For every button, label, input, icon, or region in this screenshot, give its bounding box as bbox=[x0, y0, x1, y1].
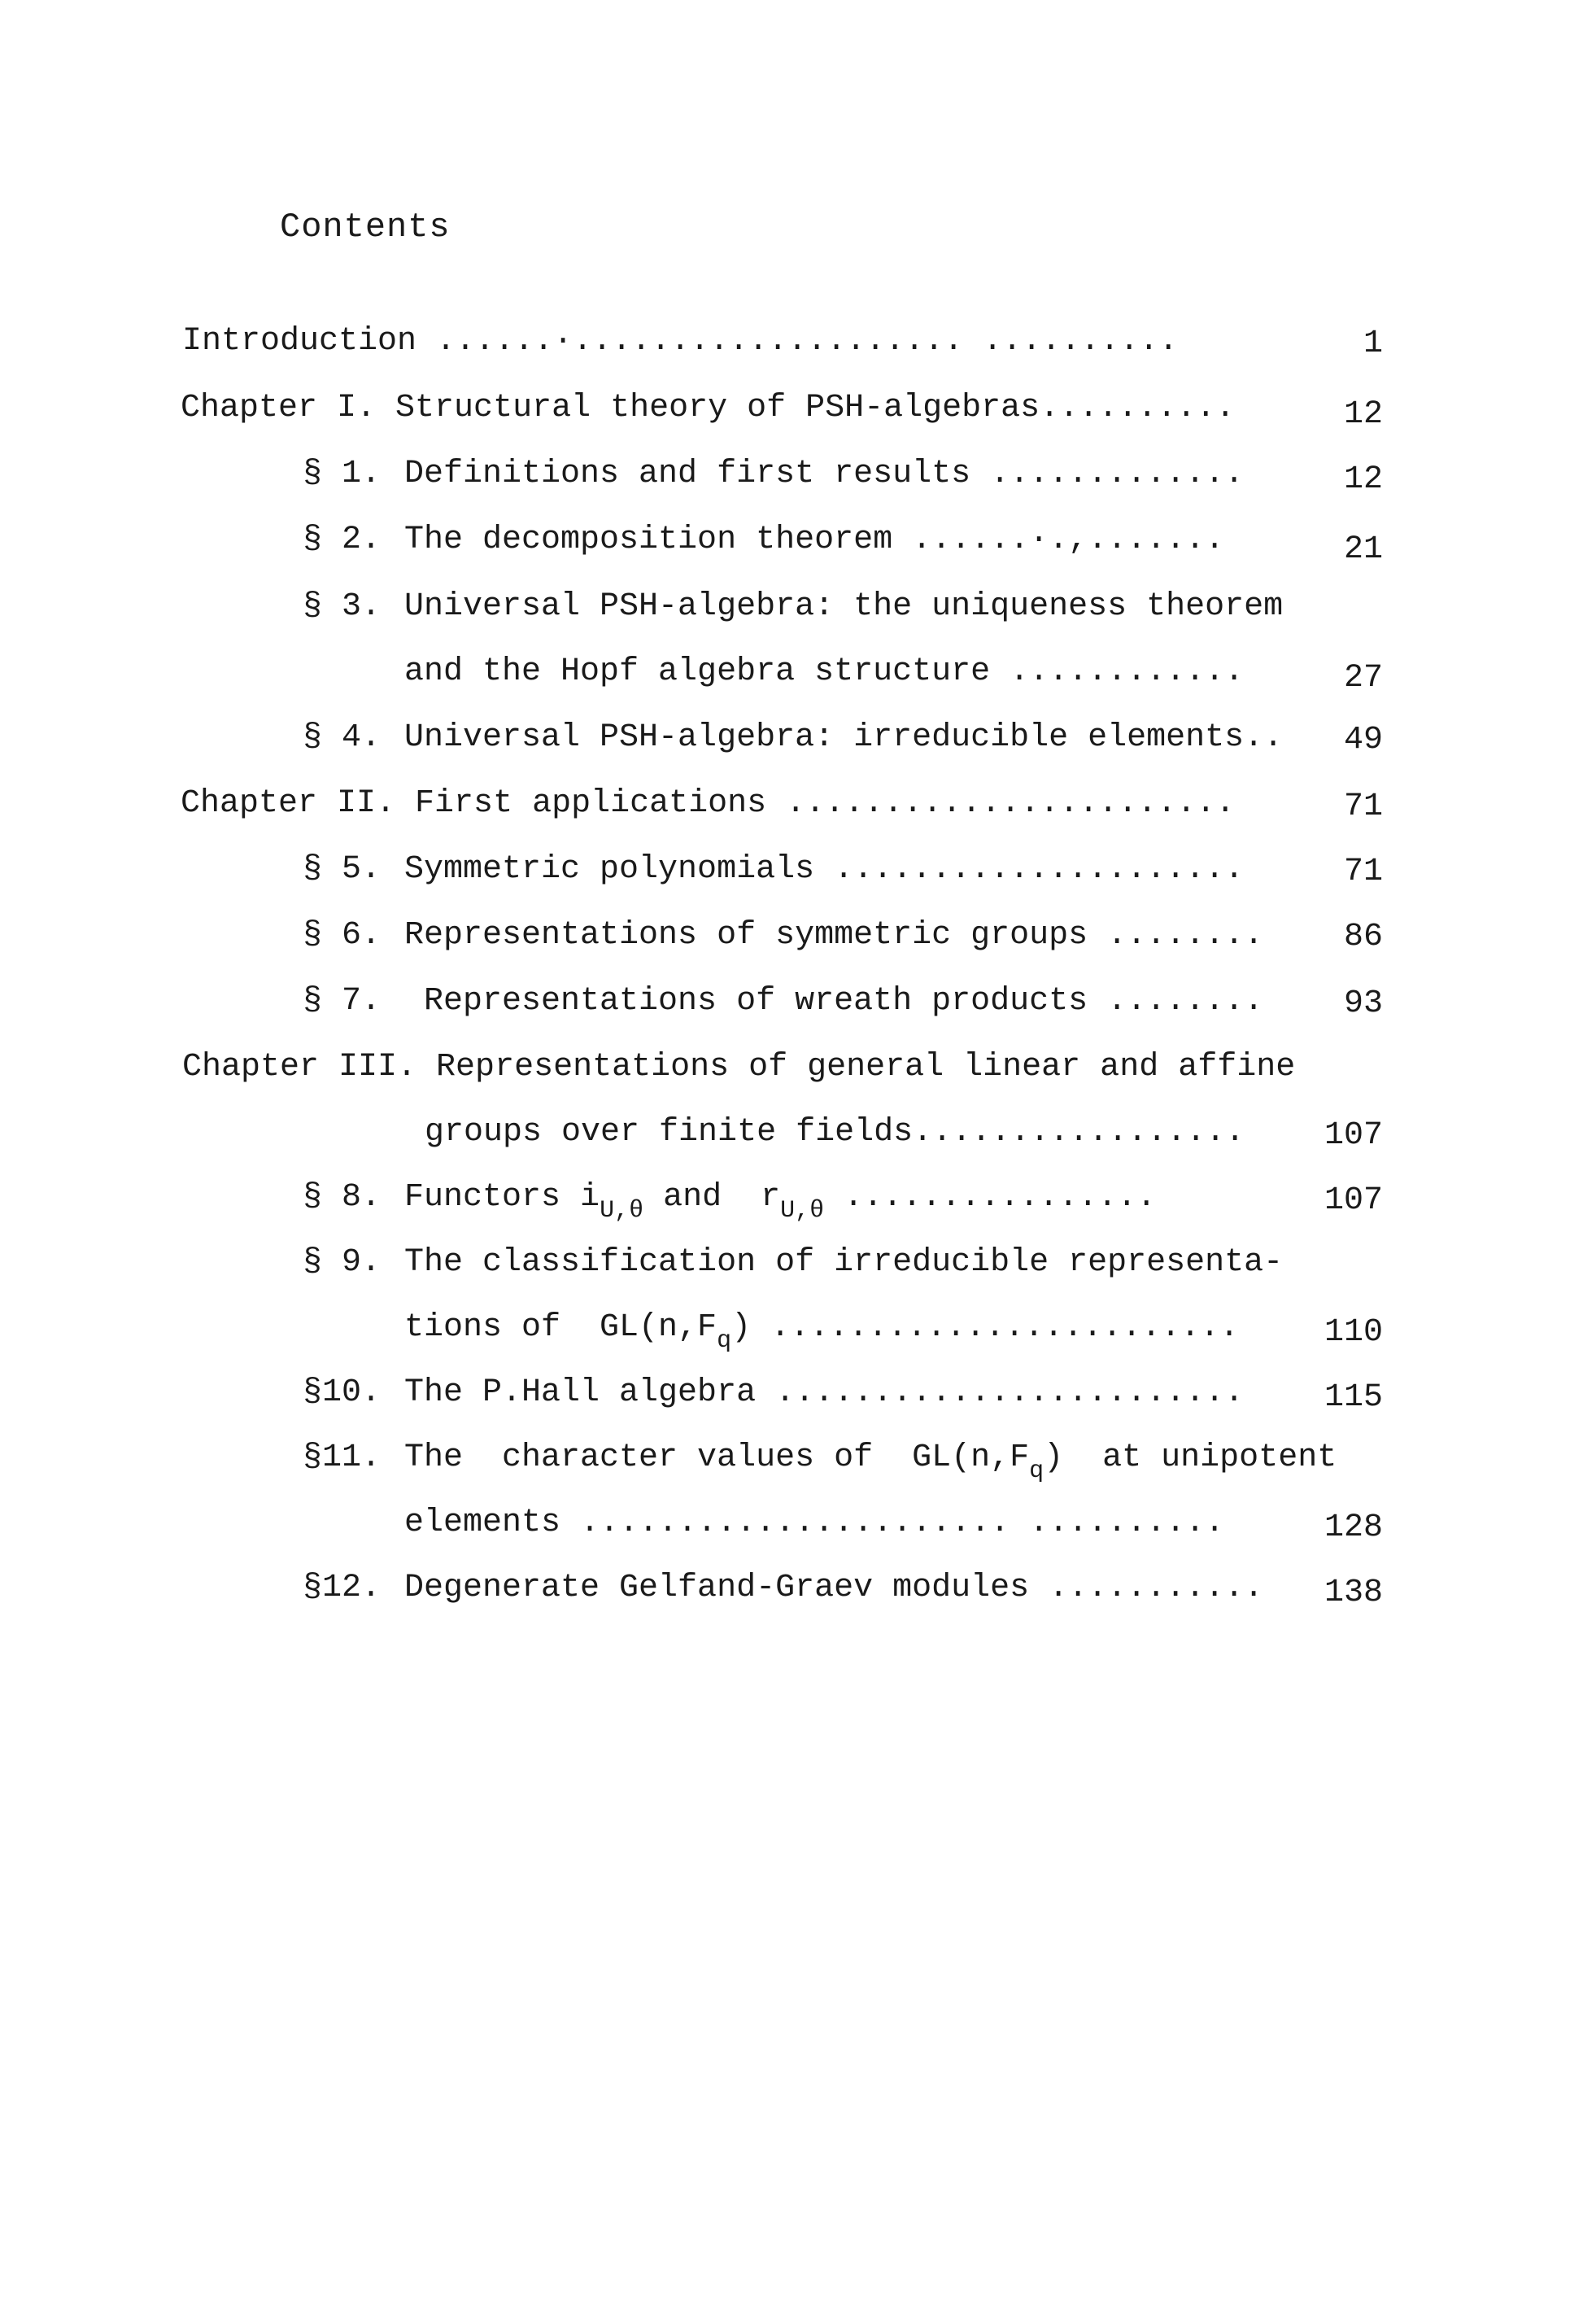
section-mark: § 4. bbox=[303, 719, 382, 756]
toc-section-3-continued: and the Hopf algebra structure ............ bbox=[404, 653, 1245, 690]
section-mark: § 6. bbox=[303, 917, 382, 954]
section-mark: § 2. bbox=[303, 522, 382, 558]
section-mark: § 9. bbox=[303, 1244, 382, 1281]
page-number: 110 bbox=[1324, 1314, 1383, 1351]
toc-section-11: The character values of $GL(n,F_q)$ at unipotent bbox=[404, 1439, 1337, 1485]
toc-section-11-continued: elements ...................... .......... bbox=[404, 1505, 1225, 1541]
toc-section-1: Definitions and first results ............. bbox=[404, 456, 1245, 492]
toc-chapter-1: Chapter I. Structural theory of PSH-algebras.......... bbox=[181, 390, 1236, 426]
page-number: 71 bbox=[1343, 854, 1383, 890]
section-mark: §11. bbox=[303, 1439, 382, 1476]
toc-section-10: The P.Hall algebra ........................ bbox=[404, 1374, 1245, 1411]
page-number: 128 bbox=[1324, 1509, 1383, 1546]
page-number: 86 bbox=[1343, 919, 1383, 955]
toc-introduction: Introduction ......·.................... .......... bbox=[182, 323, 1179, 360]
page-number: 138 bbox=[1324, 1575, 1383, 1611]
page-number: 21 bbox=[1343, 531, 1383, 568]
page-number: 115 bbox=[1324, 1379, 1383, 1416]
section-mark: § 3. bbox=[303, 588, 382, 625]
section-mark: § 5. bbox=[303, 851, 382, 888]
toc-section-12: Degenerate Gelfand-Graev modules ........... bbox=[404, 1570, 1264, 1606]
section-mark: §10. bbox=[303, 1374, 382, 1411]
page-number: 49 bbox=[1343, 722, 1383, 758]
page-number: 93 bbox=[1343, 985, 1383, 1022]
toc-section-2: The decomposition theorem ......·.,....... bbox=[404, 522, 1225, 558]
toc-section-3: Universal PSH-algebra: the uniqueness theorem bbox=[404, 588, 1284, 625]
toc-section-6: Representations of symmetric groups ........ bbox=[404, 917, 1264, 954]
toc-section-9: The classification of irreducible representa- bbox=[404, 1244, 1284, 1281]
section-mark: §12. bbox=[303, 1570, 382, 1606]
toc-section-9-continued: tions of $GL(n,F_q)$ ........................ bbox=[404, 1309, 1240, 1355]
toc-chapter-3: Chapter III. Representations of general linear and affine bbox=[182, 1049, 1296, 1086]
page-number: 107 bbox=[1324, 1117, 1383, 1154]
toc-section-5: Symmetric polynomials ..................... bbox=[404, 851, 1245, 888]
page-number: 107 bbox=[1324, 1182, 1383, 1219]
page-number: 27 bbox=[1343, 660, 1383, 697]
page-number: 12 bbox=[1343, 461, 1383, 498]
section-mark: § 1. bbox=[303, 456, 382, 492]
page-title: Contents bbox=[280, 208, 451, 247]
toc-section-8: Functors $i_{U,\theta}$ and $r_{U,\theta}$ ................ bbox=[404, 1179, 1157, 1225]
section-mark: § 8. bbox=[303, 1179, 382, 1216]
page-number: 12 bbox=[1343, 396, 1383, 433]
toc-chapter-2: Chapter II. First applications ....................... bbox=[181, 785, 1236, 822]
toc-section-4: Universal PSH-algebra: irreducible elements.. bbox=[404, 719, 1284, 756]
toc-section-7: Representations of wreath products ........ bbox=[404, 983, 1264, 1020]
section-mark: § 7. bbox=[303, 983, 382, 1020]
page-number: 71 bbox=[1343, 788, 1383, 825]
page-number: 1 bbox=[1363, 325, 1383, 362]
toc-chapter-3-continued: groups over finite fields................. bbox=[425, 1114, 1245, 1151]
